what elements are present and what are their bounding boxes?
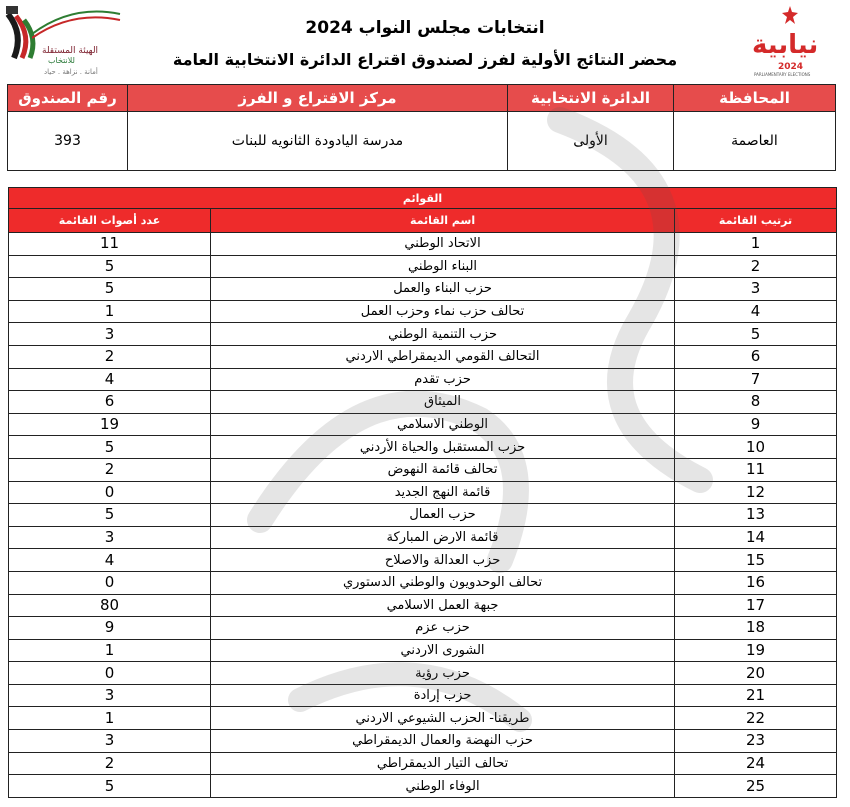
rank-cell: 1 <box>675 233 837 256</box>
votes-cell: 1 <box>9 707 211 730</box>
votes-cell: 6 <box>9 391 211 414</box>
rank-cell: 15 <box>675 549 837 572</box>
table-row <box>9 571 837 594</box>
votes-cell: 2 <box>9 458 211 481</box>
list-name-header: اسم القائمة <box>211 209 675 233</box>
list-name-cell: حزب التنمية الوطني <box>211 323 675 346</box>
box-number-value: 393 <box>8 112 128 171</box>
table-row <box>9 594 837 617</box>
iec-motto: أمانة . نزاهة . حياد <box>44 68 98 76</box>
star-emblem-icon <box>782 6 798 24</box>
rank-cell: 11 <box>675 458 837 481</box>
votes-cell: 4 <box>9 549 211 572</box>
table-row <box>9 413 837 436</box>
votes-cell: 5 <box>9 278 211 301</box>
rank-cell: 12 <box>675 481 837 504</box>
list-name-cell: تحالف حزب نماء وحزب العمل <box>211 300 675 323</box>
table-row <box>9 549 837 572</box>
list-name-cell: حزب النهضة والعمال الديمقراطي <box>211 730 675 753</box>
votes-cell: 3 <box>9 684 211 707</box>
votes-cell: 9 <box>9 617 211 640</box>
list-name-cell: تحالف الوحدويون والوطني الدستوري <box>211 571 675 594</box>
elections-wordmark: نيابية <box>752 30 819 60</box>
list-name-cell: التحالف القومي الديمقراطي الاردني <box>211 345 675 368</box>
table-row <box>9 458 837 481</box>
table-row <box>9 481 837 504</box>
list-name-cell: الاتحاد الوطني <box>211 233 675 256</box>
list-name-cell: حزب العدالة والاصلاح <box>211 549 675 572</box>
rank-cell: 23 <box>675 730 837 753</box>
rank-cell: 9 <box>675 413 837 436</box>
votes-cell: 1 <box>9 300 211 323</box>
governorate-value: العاصمة <box>674 112 836 171</box>
votes-cell: 5 <box>9 436 211 459</box>
list-name-cell: حزب رؤية <box>211 662 675 685</box>
center-value: مدرسة اليادودة الثانويه للبنات <box>128 112 508 171</box>
votes-cell: 5 <box>9 504 211 527</box>
table-row <box>9 526 837 549</box>
votes-header: عدد أصوات القائمة <box>9 209 211 233</box>
rank-cell: 10 <box>675 436 837 459</box>
list-name-cell: الوطني الاسلامي <box>211 413 675 436</box>
list-name-cell: الوفاء الوطني <box>211 775 675 798</box>
rank-cell: 17 <box>675 594 837 617</box>
rank-cell: 2 <box>675 255 837 278</box>
table-row <box>9 504 837 527</box>
votes-cell: 2 <box>9 345 211 368</box>
elections-year: 2024 <box>778 62 804 72</box>
list-name-cell: حزب إرادة <box>211 684 675 707</box>
list-name-cell: حزب البناء والعمل <box>211 278 675 301</box>
district-value: الأولى <box>508 112 674 171</box>
logo-swoosh-icon <box>32 4 122 44</box>
rank-cell: 4 <box>675 300 837 323</box>
center-header: مركز الاقتراع و الفرز <box>128 85 508 112</box>
list-name-cell: حزب تقدم <box>211 368 675 391</box>
rank-cell: 8 <box>675 391 837 414</box>
votes-cell: 4 <box>9 368 211 391</box>
rank-cell: 20 <box>675 662 837 685</box>
rank-cell: 5 <box>675 323 837 346</box>
table-row <box>9 300 837 323</box>
rank-cell: 6 <box>675 345 837 368</box>
votes-cell: 3 <box>9 730 211 753</box>
votes-cell: 5 <box>9 255 211 278</box>
governorate-header: المحافظة <box>674 85 836 112</box>
list-name-cell: تحالف التيار الديمقراطي <box>211 752 675 775</box>
elections-tagline: PARLIAMENTARY ELECTIONS <box>754 72 811 77</box>
rank-header: ترتيب القائمة <box>675 209 837 233</box>
document-header <box>0 0 850 84</box>
table-row <box>9 255 837 278</box>
rank-cell: 21 <box>675 684 837 707</box>
rank-cell: 25 <box>675 775 837 798</box>
list-name-cell: طريقنا- الحزب الشيوعي الاردني <box>211 707 675 730</box>
table-row <box>9 617 837 640</box>
rank-cell: 14 <box>675 526 837 549</box>
votes-cell: 19 <box>9 413 211 436</box>
list-name-cell: حزب العمال <box>211 504 675 527</box>
list-name-cell: حزب المستقبل والحياة الأردني <box>211 436 675 459</box>
votes-cell: 0 <box>9 481 211 504</box>
table-row <box>9 436 837 459</box>
table-row <box>9 775 837 798</box>
votes-cell: 3 <box>9 526 211 549</box>
table-row <box>9 233 837 256</box>
votes-cell: 3 <box>9 323 211 346</box>
votes-cell: 1 <box>9 639 211 662</box>
table-row <box>9 639 837 662</box>
rank-cell: 3 <box>675 278 837 301</box>
list-name-cell: الشورى الاردني <box>211 639 675 662</box>
table-row <box>9 345 837 368</box>
lists-group-header: القوائم <box>9 188 837 209</box>
table-row <box>9 391 837 414</box>
votes-cell: 0 <box>9 571 211 594</box>
list-name-cell: جبهة العمل الاسلامي <box>211 594 675 617</box>
iec-name-line2: للانتخاب <box>48 56 75 65</box>
table-row <box>9 730 837 753</box>
votes-cell: 80 <box>9 594 211 617</box>
rank-cell: 18 <box>675 617 837 640</box>
iec-logo <box>4 4 122 80</box>
rank-cell: 7 <box>675 368 837 391</box>
polling-info-table <box>7 84 836 171</box>
lists-table-body <box>9 233 837 798</box>
votes-cell: 5 <box>9 775 211 798</box>
table-row <box>9 752 837 775</box>
table-row <box>9 278 837 301</box>
table-row <box>9 707 837 730</box>
table-row <box>9 662 837 685</box>
rank-cell: 13 <box>675 504 837 527</box>
rank-cell: 24 <box>675 752 837 775</box>
iec-name-line1: الهيئة المستقلة <box>42 46 99 56</box>
table-row <box>9 684 837 707</box>
list-name-cell: قائمة الارض المباركة <box>211 526 675 549</box>
table-row <box>9 323 837 346</box>
box-number-header: رقم الصندوق <box>8 85 128 112</box>
lists-results-table <box>8 187 837 798</box>
table-row <box>9 368 837 391</box>
elections-logo <box>752 6 819 78</box>
list-name-cell: تحالف قائمة النهوض <box>211 458 675 481</box>
page-title: انتخابات مجلس النواب 2024 <box>305 18 545 38</box>
votes-cell: 2 <box>9 752 211 775</box>
district-header: الدائرة الانتخابية <box>508 85 674 112</box>
list-name-cell: حزب عزم <box>211 617 675 640</box>
list-name-cell: قائمة النهج الجديد <box>211 481 675 504</box>
rank-cell: 19 <box>675 639 837 662</box>
list-name-cell: البناء الوطني <box>211 255 675 278</box>
page-subtitle: محضر النتائج الأولية لفرز لصندوق اقتراع الدائرة الانتخابية العامة <box>172 50 678 69</box>
votes-cell: 0 <box>9 662 211 685</box>
votes-cell: 11 <box>9 233 211 256</box>
rank-cell: 22 <box>675 707 837 730</box>
rank-cell: 16 <box>675 571 837 594</box>
list-name-cell: الميثاق <box>211 391 675 414</box>
